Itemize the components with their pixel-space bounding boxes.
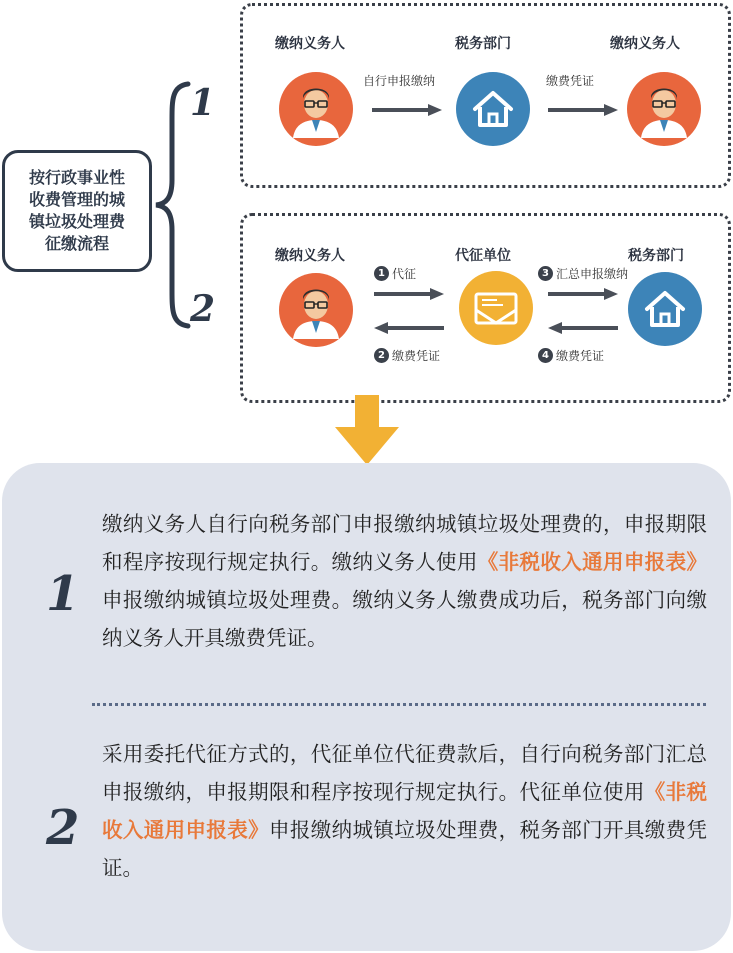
person-icon <box>279 273 353 347</box>
flow1-right-label: 缴纳义务人 <box>610 36 680 52</box>
flow2-step1-label <box>374 265 416 282</box>
arrow-right-icon <box>370 103 444 117</box>
person-icon <box>279 72 353 146</box>
flow1-arrow2-label: 缴费凭证 <box>546 74 595 88</box>
arrow-right-icon <box>546 287 620 301</box>
title-line-4: 征缴流程 <box>44 234 109 253</box>
flow1-arrow1-label: 自行申报缴纳 <box>363 74 436 88</box>
flow2-step2-label <box>374 347 440 364</box>
item2-text-b: 申报缴纳城镇垃圾处理费，税务部门开具缴费凭证。 <box>102 818 707 880</box>
step3-badge: 3 <box>538 266 553 281</box>
title-line-1: 按行政事业性 <box>28 168 125 187</box>
item2-highlight: 《非税收入通用申报表》 <box>102 780 707 842</box>
house-icon <box>456 72 530 146</box>
flow2-left-label: 缴纳义务人 <box>275 248 345 264</box>
flow1-center-label: 税务部门 <box>455 36 511 52</box>
flow-title <box>2 150 152 272</box>
step4-text: 缴费凭证 <box>556 349 605 363</box>
flow2-right-label: 税务部门 <box>628 248 684 264</box>
step2-text: 缴费凭证 <box>392 349 441 363</box>
item1-text-b: 申报缴纳城镇垃圾处理费。缴纳义务人缴费成功后，税务部门向缴纳义务人开具缴费凭证。 <box>102 588 707 650</box>
panel-item1-text <box>102 505 707 657</box>
arrow-right-icon <box>372 287 446 301</box>
title-line-3: 镇垃圾处理费 <box>28 212 125 231</box>
arrow-right-icon <box>546 103 620 117</box>
flow1-number: 1 <box>190 82 216 124</box>
item1-highlight: 《非税收入通用申报表》 <box>477 550 707 574</box>
step1-text: 代征 <box>392 267 417 281</box>
step2-badge: 2 <box>374 348 389 363</box>
panel-item2-text <box>102 735 707 887</box>
arrow-left-icon <box>372 321 446 335</box>
flow2-number: 2 <box>190 288 216 330</box>
item2-text-a: 采用委托代征方式的，代征单位代征费款后，自行向税务部门汇总申报缴纳，申报期限和程序按现行规定执行。代征单位使用 <box>102 742 707 804</box>
arrow-down-icon <box>333 395 401 467</box>
panel-item1-number: 1 <box>46 566 80 622</box>
brace-icon <box>152 80 192 330</box>
arrow-left-icon <box>546 321 620 335</box>
step1-badge: 1 <box>374 266 389 281</box>
panel-divider <box>92 703 706 706</box>
envelope-icon <box>459 271 533 345</box>
person-icon <box>627 72 701 146</box>
flow1-left-label: 缴纳义务人 <box>275 36 345 52</box>
panel-item2-number: 2 <box>46 800 80 856</box>
title-line-2: 收费管理的城 <box>28 190 125 209</box>
flow2-center-label: 代征单位 <box>455 248 511 264</box>
step4-badge: 4 <box>538 348 553 363</box>
house-icon <box>628 272 702 346</box>
step3-text: 汇总申报缴纳 <box>556 267 629 281</box>
flow2-step4-label <box>538 347 604 364</box>
flow2-step3-label <box>538 265 628 282</box>
item1-text-a: 缴纳义务人自行向税务部门申报缴纳城镇垃圾处理费的，申报期限和程序按现行规定执行。缴纳义务人使用 <box>102 512 707 574</box>
